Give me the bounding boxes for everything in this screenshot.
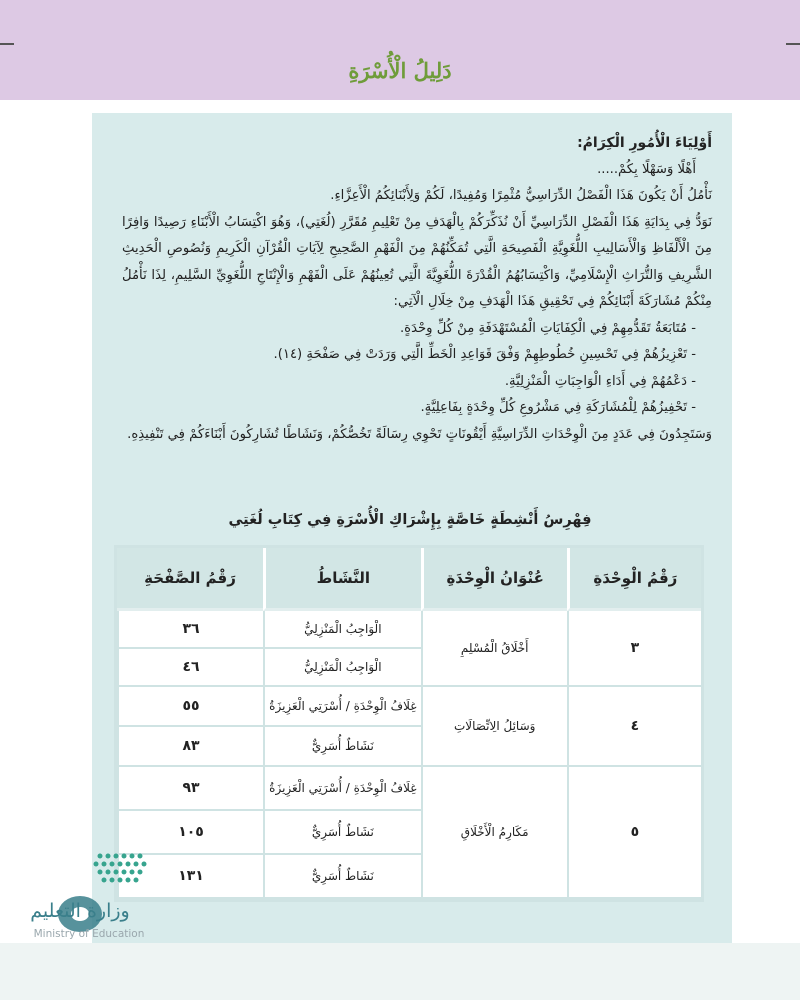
page-number: ٣٦ (117, 611, 263, 649)
unit-number: ٤ (567, 687, 701, 767)
logo-text-arabic: وزارة التعليم (30, 900, 130, 922)
bullet-item: - تَعْزِيزُهُمْ فِي تَحْسِينِ خُطُوطِهِمْ وَفْقَ قَوَاعِدِ الْخَطِّ الَّتِي وَرَدَتْ فِي صَفْحَةِ (١٤). (273, 347, 696, 362)
closing-paragraph: وَسَتَجِدُونَ فِي عَدَدٍ مِنَ الْوِحْدَاتِ الدِّرَاسِيَّةِ أَيْقُونَاتٍ تَحْوِي رِسَالَةً تَخُصُّكُمْ، وَنَشَاطًا تُشَارِكُونَ أَبْنَاءَكُمْ فِي تَنْفِيذِهِ. (127, 426, 712, 442)
unit-title: وَسَائِلُ الِاتِّصَالَاتِ (421, 687, 567, 767)
activity-name: نَشَاطٌ أُسَرِيٌّ (263, 727, 421, 767)
column-header-unit-title: عُنْوَانُ الْوِحْدَةِ (421, 548, 567, 611)
unit-title: أَخْلَاقُ الْمُسْلِمِ (421, 611, 567, 687)
page-number: ٥٥ (117, 687, 263, 727)
bullet-item: - تَحْفِيزُهُمْ لِلْمُشَارَكَةِ فِي مَشْرُوعِ كُلِّ وِحْدَةٍ بِفَاعِلِيَّةٍ. (420, 400, 696, 415)
bullet-item: - دَعْمُهُمْ فِي أَدَاءِ الْوَاجِبَاتِ الْمَنْزِلِيَّةِ. (504, 373, 696, 389)
column-header-activity: النَّشَاطُ (263, 548, 421, 611)
salutation: أَوْلِيَاءَ الْأُمُورِ الْكِرَامُ: (577, 135, 712, 151)
page-number: ١٠٥ (117, 811, 263, 855)
activity-name: غِلَافُ الْوِحْدَةِ / أُسْرَتِي الْعَزِيزَةُ (263, 687, 421, 727)
table-row (117, 687, 701, 727)
activities-table (114, 545, 704, 902)
activity-name: الْوَاجِبُ الْمَنْزِلِيُّ (263, 649, 421, 687)
page-number: ٩٣ (117, 767, 263, 811)
page-number: ٨٣ (117, 727, 263, 767)
paragraph: نَأْمُلُ أَنْ يَكُونَ هَذَا الْفَصْلُ الدِّرَاسِيُّ مُثْمِرًا وَمُفِيدًا، لَكُمْ وَلِأَبْنَائِكُمُ الْأَعِزَّاءِ. (330, 188, 712, 203)
activity-name: غِلَافُ الْوِحْدَةِ / أُسْرَتِي الْعَزِيزَةُ (263, 767, 421, 811)
crop-mark (786, 43, 800, 45)
page-number: ٤٦ (117, 649, 263, 687)
intro-text (122, 130, 712, 448)
page-number: ١٣١ (117, 855, 263, 899)
header-band (0, 0, 800, 100)
activity-name: نَشَاطٌ أُسَرِيٌّ (263, 811, 421, 855)
unit-number: ٥ (567, 767, 701, 899)
crop-mark (0, 43, 14, 45)
paragraph: نَوَدُّ فِي بِدَايَةِ هَذَا الْفَصْلِ الدِّرَاسِيِّ أَنْ نُذَكِّرَكُمْ بِالْهَدَفِ مِنْ تَعْلِيمِ مُقَرَّرِ (لُغَتِي)، وَهُوَ اكْتِسَابُ الْأَبْنَاءِ رَصِيدًا وَافِرًا مِنَ الْأَلْفَاظِ وَالْأَسَالِيبِ اللُّغَوِيَّةِ الْفَصِيحَةِ الَّتِي تُمَكِّنُهُمْ مِنَ الْفَهْمِ الصَّحِيحِ لِآيَاتِ الْقُرْآنِ الْكَرِيمِ وَنُصُوصِ الْحَدِيثِ الشَّرِيفِ وَالتُّرَاثِ الْإِسْلَامِيِّ، وَاكْتِسَابُهُمُ الْقُدْرَةَ اللُّغَوِيَّةَ الَّتِي تُعِينُهُمْ عَلَى الْفَهْمِ وَالْإِنْتَاجِ اللُّغَوِيِّ السَّلِيمِ، لِذَا نَأْمُلُ مِنْكُمْ مُشَارَكَةَ أَبْنَائِكُمْ فِي تَحْقِيقِ هَذَا الْهَدَفِ مِنْ خِلَالِ الْآتِي: (122, 214, 712, 309)
ministry-logo-icon (30, 848, 160, 938)
bullet-item: - مُتَابَعَةُ تَقَدُّمِهِمْ فِي الْكِفَايَاتِ الْمُسْتَهْدَفَةِ مِنْ كُلِّ وِحْدَةٍ. (399, 320, 696, 336)
activity-name: الْوَاجِبُ الْمَنْزِلِيُّ (263, 611, 421, 649)
table-row (117, 611, 701, 649)
page-title: دَلِيلُ الْأُسْرَةِ (348, 58, 452, 83)
table-header-row (117, 548, 701, 611)
column-header-page: رَقْمُ الصَّفْحَةِ (117, 548, 263, 611)
table-row (117, 767, 701, 811)
unit-title: مَكَارِمُ الْأَخْلَاقِ (421, 767, 567, 899)
unit-number: ٣ (567, 611, 701, 687)
greeting: أَهْلًا وَسَهْلًا بِكُمْ..... (597, 161, 696, 177)
column-header-unit-number: رَقْمُ الْوِحْدَةِ (567, 548, 701, 611)
footer-strip (0, 943, 800, 1000)
activity-name: نَشَاطٌ أُسَرِيٌّ (263, 855, 421, 899)
table-title: فِهْرِسُ أَنْشِطَةٍ خَاصَّةٍ بِإِشْرَاكِ الْأُسْرَةِ فِي كِتَابِ لُغَتِي (228, 512, 592, 528)
logo-text-english: Ministry of Education (33, 928, 145, 940)
